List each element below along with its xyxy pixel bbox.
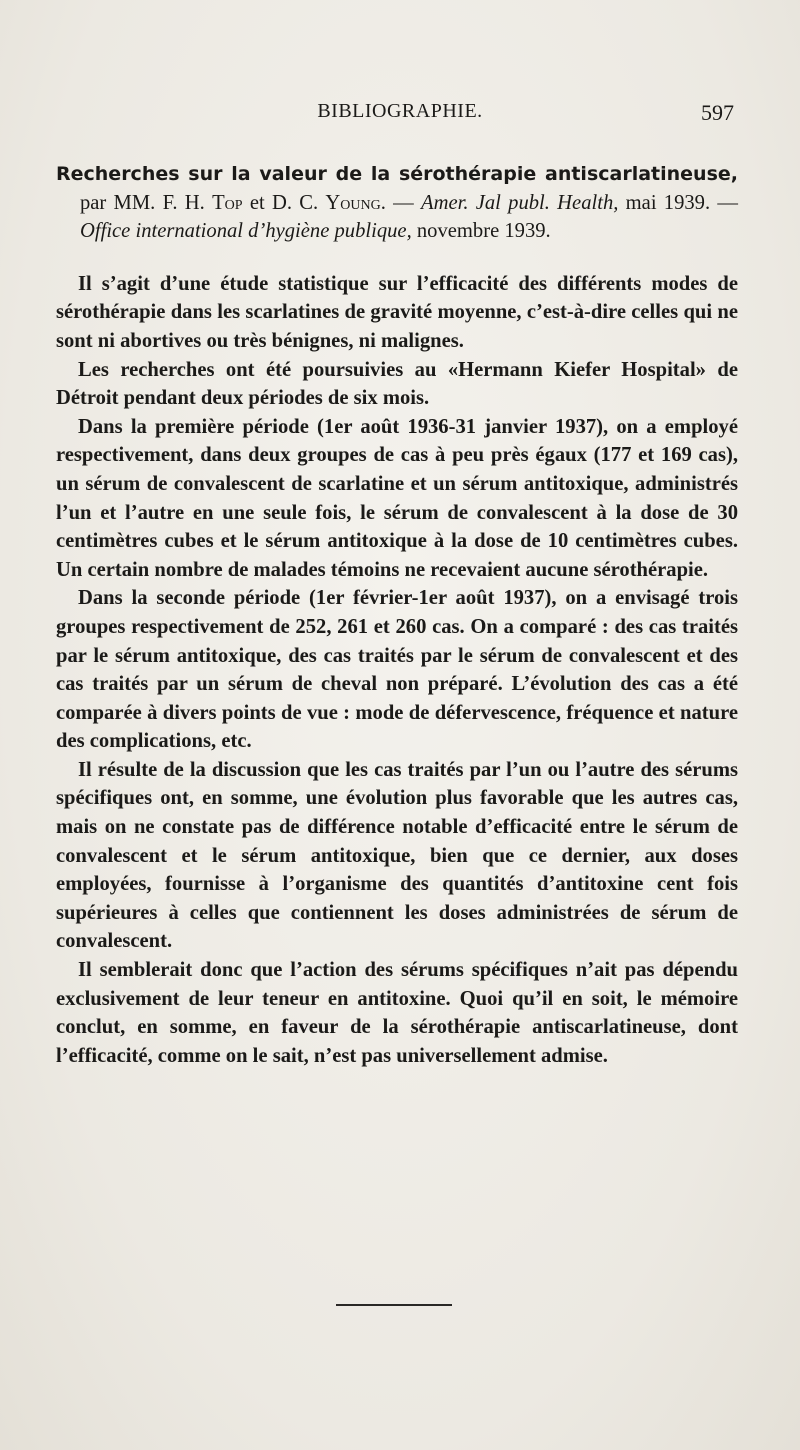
publisher-date: novembre 1939. (416, 220, 551, 243)
author-2: Young (325, 191, 381, 214)
entry-dash-1: . — (380, 191, 414, 214)
paragraph: Il semblerait donc que l’action des sérums spécifiques n’ait pas dépendu exclusivement de leur teneur en antitoxine. Quoi qu’il en soit, le mémoire conclut, en somme, en faveur de la sérothérapie antiscarlatineuse, dont l’efficacité, comme on le sait, n’est pas universellement admise. (56, 959, 738, 1067)
author-1: Top (212, 191, 243, 214)
article-body (56, 160, 738, 1070)
entry-and: et D. C. (249, 191, 319, 214)
running-title: BIBLIOGRAPHIE. (317, 100, 483, 122)
publisher-name: Office international d’hygiène publique, (80, 220, 412, 243)
entry-by: par MM. F. H. (80, 191, 205, 214)
entry-title: Recherches sur la valeur de la sérothérapie antiscarlatineuse, (56, 163, 738, 185)
paragraph: Il s’agit d’une étude statistique sur l’efficacité des différents modes de sérothérapie dans les scarlatines de gravité moyenne, c’est-à-dire celles qui ne sont ni abortives ou très bénignes, ni malignes. (56, 272, 738, 352)
paragraph: Les recherches ont été poursuivies au «Hermann Kiefer Hospital» de Détroit pendant deux périodes de six mois. (56, 358, 738, 410)
paragraph: Dans la première période (1er août 1936-31 janvier 1937), on a employé respectivement, dans deux groupes de cas à peu près égaux (177 et 169 cas), un sérum de convalescent de scarlatine et un sérum antitoxique, administrés l’un et l’autre en une seule fois, le sérum de convalescent à la dose de 30 centimètres cubes et le sérum antitoxique à la dose de 10 centimètres cubes. Un certain nombre de malades témoins ne recevaient aucune sérothérapie. (56, 415, 738, 581)
entry-dash-2: — (717, 191, 738, 214)
paragraph: Il résulte de la discussion que les cas traités par l’un ou l’autre des sérums spécifiques ont, en somme, une évolution plus favorable que les autres cas, mais on ne constate pas de différence notable d’efficacité entre le sérum de convalescent et le sérum antitoxique, bien que ce dernier, aux doses employées, fournisse à l’organisme des quantités d’antitoxine cent fois supérieures à celles que contiennent les doses administrées de sérum de convalescent. (56, 758, 738, 953)
bibliographic-entry (56, 160, 738, 246)
running-head (60, 100, 740, 136)
page-number: 597 (701, 100, 734, 125)
journal-date: mai 1939. (625, 191, 711, 214)
end-rule (336, 1304, 452, 1306)
paragraph: Dans la seconde période (1er février-1er août 1937), on a envisagé trois groupes respectivement de 252, 261 et 260 cas. On a comparé : des cas traités par le sérum antitoxique, des cas traités par le sérum de convalescent et des cas traités par un sérum de cheval non préparé. L’évolution des cas a été comparée à divers points de vue : mode de défervescence, fréquence et nature des complications, etc. (56, 587, 738, 753)
journal-name: Amer. Jal publ. Health, (421, 191, 619, 214)
